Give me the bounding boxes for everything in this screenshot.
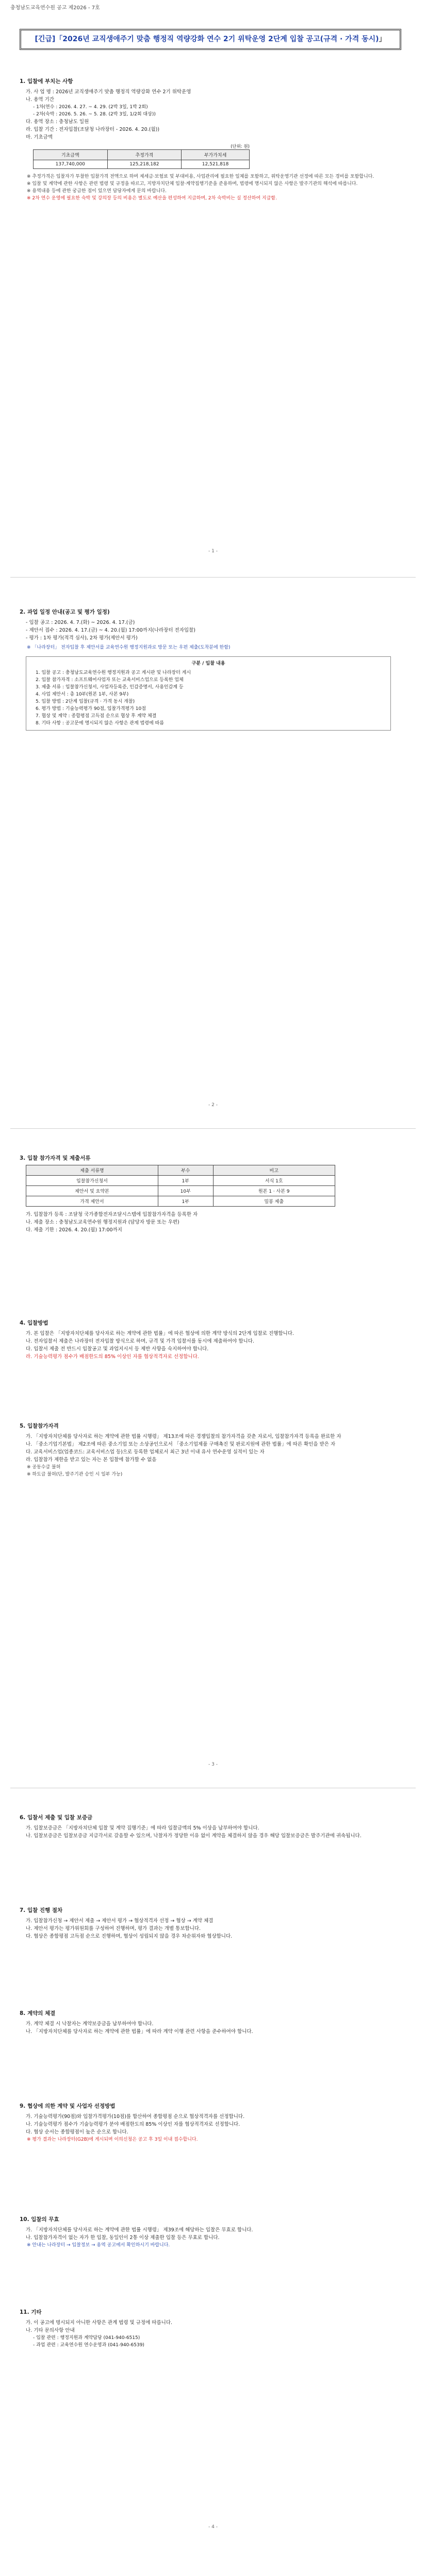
s7-line: 나. 제안서 평가는 평가위원회를 구성하여 진행하며, 평가 결과는 개별 통보합니다. (26, 1926, 201, 1931)
submission-cell: 1부 (158, 1176, 213, 1186)
title-line-1: [긴급]「2026년 교직생애주기 맞춤 행정직 역량강화 연수 2기 위탁운영 2단계 입찰 공고(규격 · 가격 동시) (35, 35, 379, 43)
s4-line: 나. 전자입찰서 제출은 나라장터 전자입찰 방식으로 하며, 규격 및 가격 입찰서를 동시에 제출하여야 합니다. (26, 1338, 254, 1344)
s2-box-title: 구분 / 입찰 내용 (191, 661, 225, 666)
s9-line: 나. 기술능력평가 점수가 기술능력평가 분야 배점한도의 85% 이상인 자를 협상적격자로 선정합니다. (26, 2122, 240, 2127)
s1-red-note: ※ 2차 연수 운영에 필요한 숙박 및 강의장 등의 비용은 별도로 예산을 편성하여 지급하며, 2차 숙박비는 실 정산하여 지급함. (27, 196, 277, 201)
s2-box-item: 4. 사업 제안서 : 총 10부(원본 1부, 사본 9부) (36, 692, 129, 697)
s1-note-1: ※ 추정가격은 입찰자가 투찰한 입찰가격 전액으로 하며 제세금·보험료 및 부대비용, 사업관리에 필요한 일체를 포함하고, 위탁운영기관 선정에 따른 모든 경비를 포함합니다. (27, 174, 374, 179)
s8-line: 나. 「지방자치단체를 당사자로 하는 계약에 관한 법률」에 따라 계약 이행 관련 사항을 준수하여야 합니다. (26, 2029, 253, 2035)
submission-cell: 입찰참가신청서 (26, 1176, 158, 1186)
s2-box-item: 1. 입찰 공고 : 충청남도교육연수원 행정지원과 공고 게시판 및 나라장터 게시 (36, 670, 191, 675)
section-3 (20, 1154, 401, 1234)
submission-cell: 원본 1 · 사본 9 (213, 1186, 335, 1196)
submission-cell: 서식 1호 (213, 1176, 335, 1186)
s5-line: 나. 「중소기업기본법」 제2조에 따른 중소기업 또는 소상공인으로서 「중소기업제품 구매촉진 및 판로지원에 관한 법률」에 따른 확인을 받은 자 (26, 1442, 336, 1447)
s10-line: 가. 「지방자치단체를 당사자로 하는 계약에 관한 법률 시행령」 제39조에 해당하는 입찰은 무효로 합니다. (26, 2227, 253, 2233)
s1-row-7: 마. 기초금액 (26, 134, 53, 140)
section-1-title: 1. 입찰에 부치는 사항 (20, 78, 73, 84)
s2-line-3: - 평가 : 1차 평가(적격 심사), 2차 평가(제안서 평가) (26, 635, 138, 641)
s5-note: ※ 공동수급 불허 (27, 1465, 61, 1470)
section-5-title: 5. 입찰참가자격 (20, 1423, 59, 1429)
s5-line: 다. 교육서비스업(업종코드: 교육서비스업 등)으로 등록한 업체로서 최근 3년 이내 유사 연수운영 실적이 있는 자 (26, 1449, 265, 1455)
s2-box-item: 8. 기타 사항 : 공고문에 명시되지 않은 사항은 관계 법령에 따름 (36, 721, 164, 726)
section-8-title: 8. 계약의 체결 (20, 2010, 56, 2016)
section-2 (20, 608, 401, 731)
section-11-title: 11. 기타 (20, 2309, 42, 2315)
notice-number: 충청남도교육연수원 공고 제2026 - 7호 (10, 5, 100, 11)
budget-value: 125,218,182 (107, 160, 182, 169)
section-8 (20, 2009, 401, 2036)
page-number: - 4 - (208, 2524, 218, 2530)
s2-box-item: 2. 입찰 참가자격 : 소프트웨어사업자 또는 교육서비스업으로 등록한 업체 (36, 677, 184, 683)
submission-table (26, 1165, 335, 1207)
s7-line: 가. 입찰참가신청 → 제안서 제출 → 제안서 평가 → 협상적격자 선정 → 협상 → 계약 체결 (26, 1918, 214, 1924)
s3-line: 다. 제출 기한 : 2026. 4. 20.(월) 17:00까지 (26, 1227, 122, 1233)
page-number: - 2 - (208, 1103, 218, 1108)
budget-value: 12,521,818 (182, 160, 250, 169)
s2-box-item: 6. 평가 방법 : 기술능력평가 90점, 입찰가격평가 10점 (36, 706, 146, 711)
budget-header: 추정가격 (107, 150, 182, 160)
s1-row-6: 라. 입찰 기간 : 전자입찰(조달청 나라장터 - 2026. 4. 20.(월)) (26, 127, 160, 132)
s10-link-line: ※ 안내는 나라장터 → 입찰정보 → 용역 공고에서 확인하시기 바랍니다. (27, 2243, 170, 2248)
title-line-2: 」 (379, 35, 386, 43)
submission-cell: 10부 (158, 1186, 213, 1196)
s2-line-1: - 입찰 공고 : 2026. 4. 7.(화) ~ 2026. 4. 17.(금) (26, 620, 135, 625)
section-9-title: 9. 협상에 의한 계약 및 사업자 선정방법 (20, 2103, 116, 2109)
section-11 (20, 2308, 401, 2349)
s11-line: - 입찰 관련 : 행정지원과 계약담당 (041-940-6515) (33, 2335, 140, 2341)
section-2-title: 2. 과업 일정 안내(공고 및 평가 일정) (20, 609, 110, 615)
s2-box-item: 5. 입찰 방법 : 2단계 입찰(규격 · 가격 동시 개찰) (36, 699, 135, 704)
s5-line: 라. 입찰참가 제한을 받고 있는 자는 본 입찰에 참가할 수 없음 (26, 1457, 157, 1463)
s8-line: 가. 계약 체결 시 낙찰자는 계약보증금을 납부하여야 합니다. (26, 2021, 154, 2027)
s2-process-box (26, 656, 391, 731)
section-7-title: 7. 입찰 진행 절차 (20, 1907, 63, 1913)
s10-line: 나. 입찰참가자격이 없는 자가 한 입찰, 동일인이 2통 이상 제출한 입찰 등은 무효로 합니다. (26, 2235, 220, 2241)
s9-highlight: ※ 평가 결과는 나라장터(G2B)에 게시되며 이의신청은 공고 후 3일 이내 접수합니다. (27, 2137, 198, 2142)
section-10-title: 10. 입찰의 무효 (20, 2216, 59, 2223)
s1-row-5: 다. 용역 장소 : 충청남도 일원 (26, 119, 89, 125)
budget-header: 기초금액 (34, 150, 108, 160)
section-9 (20, 2102, 401, 2143)
s11-line: - 과업 관련 : 교육연수원 연수운영과 (041-940-6539) (33, 2343, 144, 2348)
section-4 (20, 1319, 401, 1361)
s2-box-item: 7. 협상 및 계약 : 종합평점 고득점 순으로 협상 후 계약 체결 (36, 714, 157, 719)
page-divider (10, 1128, 416, 1129)
submission-cell: 제안서 및 요약본 (26, 1186, 158, 1196)
page-divider (10, 577, 416, 578)
submission-header: 비고 (213, 1165, 335, 1176)
page-number: - 3 - (208, 1762, 218, 1767)
title-block (20, 29, 401, 50)
s11-line: 나. 기타 문의사항 안내 (26, 2328, 75, 2333)
submission-cell: 1부 (158, 1196, 213, 1207)
s2-box-item: 3. 제출 서류 : 입찰참가신청서, 사업자등록증, 인감증명서, 사용인감계 등 (36, 685, 184, 690)
s9-line: 가. 기술능력평가(90점)와 입찰가격평가(10점)를 합산하여 종합평점 순으로 협상적격자를 선정합니다. (26, 2114, 245, 2120)
s9-line: 다. 협상 순서는 종합평점이 높은 순으로 합니다. (26, 2129, 128, 2135)
s2-line-2: - 제안서 접수 : 2026. 4. 17.(금) ~ 4. 20.(월) 17:00까지(나라장터 전자입찰) (26, 628, 195, 633)
s1-row-3: - 1차(연수 : 2026. 4. 27. ~ 4. 29. (2박 3일, 1박 2회) (33, 105, 148, 110)
s6-line: 나. 입찰보증금은 입찰보증금 지급각서로 갈음할 수 있으며, 낙찰자가 정당한 이유 없이 계약을 체결하지 않을 경우 해당 입찰보증금은 발주기관에 귀속됩니다. (26, 1833, 362, 1839)
s1-note-2: ※ 입찰 및 계약에 관한 사항은 관련 법령 및 규정을 따르고, 지방자치단체 입찰·계약집행기준을 준용하며, 법령에 명시되지 않은 사항은 발주기관의 해석에 따릅니다. (27, 181, 358, 187)
section-4-title: 4. 입찰방법 (20, 1320, 48, 1326)
s2-highlight: ※ 「나라장터」 전자입찰 후 제안서를 교육연수원 행정지원과로 방문 또는 우편 제출(도착분에 한함) (27, 645, 231, 650)
notice-title (20, 29, 401, 50)
submission-cell: 가격 제안서 (26, 1196, 158, 1207)
section-6-title: 6. 입찰서 제출 및 입찰 보증금 (20, 1815, 93, 1821)
s4-line: 가. 본 입찰은 「지방자치단체를 당사자로 하는 계약에 관한 법률」에 따른 협상에 의한 계약 방식의 2단계 입찰로 진행합니다. (26, 1331, 294, 1336)
s6-line: 가. 입찰보증금은 「지방자치단체 입찰 및 계약 집행기준」에 따라 입찰금액의 5% 이상을 납부하여야 합니다. (26, 1825, 259, 1831)
s5-note: ※ 하도급 불허(단, 발주기관 승인 시 일부 가능) (27, 1472, 123, 1477)
s1-row-4: - 2차(숙박 : 2026. 5. 26. ~ 5. 28. (2박 3일, 1/2회 대상)) (33, 112, 156, 117)
submission-header: 부수 (158, 1165, 213, 1176)
section-10 (20, 2215, 401, 2249)
section-6 (20, 1814, 401, 1840)
s3-line: 가. 입찰참가 등록 : 조달청 국가종합전자조달시스템에 입찰참가자격을 등록한 자 (26, 1212, 198, 1217)
s3-line: 나. 제출 장소 : 충청남도교육연수원 행정지원과 (담당자 방문 또는 우편) (26, 1219, 179, 1225)
budget-header: 부가가치세 (182, 150, 250, 160)
section-3-title: 3. 입찰 참가자격 및 제출서류 (20, 1155, 91, 1161)
page-number: - 1 - (208, 549, 218, 554)
s7-line: 다. 협상은 종합평점 고득점 순으로 진행하며, 협상이 성립되지 않을 경우 차순위자와 협상합니다. (26, 1934, 233, 1939)
section-7 (20, 1906, 401, 1940)
budget-table-wrap (20, 143, 401, 169)
section-1 (20, 77, 401, 202)
budget-unit: (단위: 원) (231, 144, 250, 149)
s5-line: 가. 「지방자치단체를 당사자로 하는 계약에 관한 법률 시행령」 제13조에 따른 경쟁입찰의 참가자격을 갖춘 자로서, 입찰참가자격 등록을 완료한 자 (26, 1434, 341, 1439)
submission-header: 제출 서류명 (26, 1165, 158, 1176)
s4-line: 다. 입찰서 제출 전 반드시 입찰공고 및 과업지시서 등 제반 사항을 숙지하여야 합니다. (26, 1346, 209, 1352)
s4-line-red: 라. 기술능력평가 점수가 배점한도의 85% 이상인 자를 협상적격자로 선정합니다. (26, 1354, 199, 1360)
budget-table (33, 149, 250, 169)
s11-line: 가. 이 공고에 명시되지 아니한 사항은 관계 법령 및 규정에 따릅니다. (26, 2320, 173, 2326)
section-5 (20, 1422, 401, 1478)
submission-cell: 밀봉 제출 (213, 1196, 335, 1207)
budget-value: 137,740,000 (34, 160, 108, 169)
s1-note-3: ※ 용역내용 등에 관한 궁금한 점이 있으면 담당자에게 문의 바랍니다. (27, 189, 167, 194)
s1-row-2: 나. 용역 기간 (26, 97, 54, 103)
s1-row-1: 가. 사 업 명 : 2026년 교직생애주기 맞춤 행정직 역량강화 연수 2기 위탁운영 (26, 89, 191, 95)
